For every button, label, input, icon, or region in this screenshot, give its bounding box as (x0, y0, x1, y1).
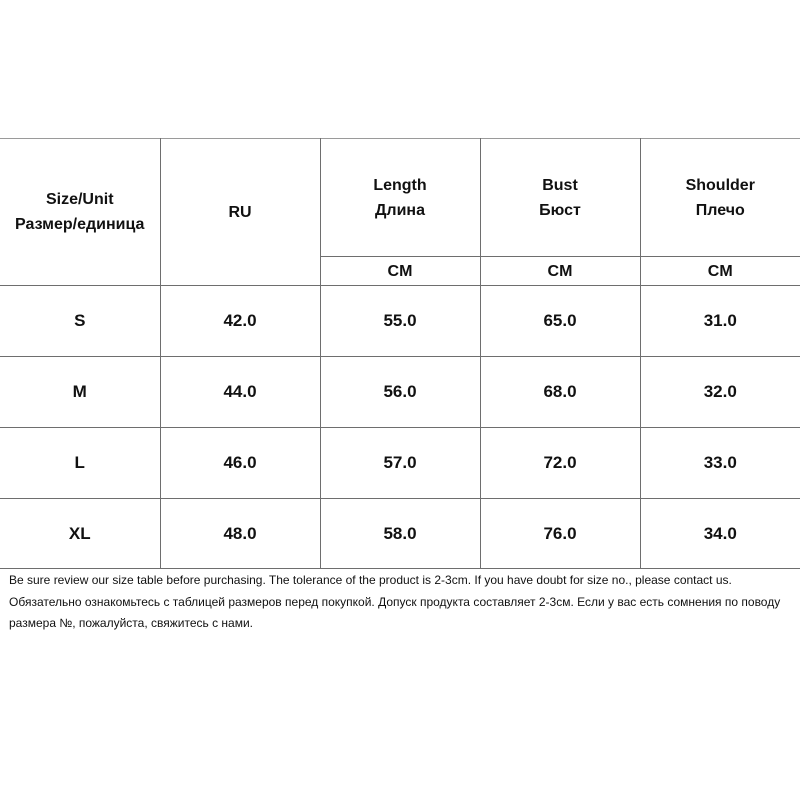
bust-cell: 76.0 (480, 499, 640, 569)
note-russian: Обязательно ознакомьтесь с таблицей размеров перед покупкой. Допуск продукта составляет 2-3см. Если у вас есть сомнения по поводу размера №, пожалуйста, свяжитесь с нами. (9, 594, 781, 630)
size-chart-table (0, 138, 800, 569)
table-row (0, 357, 800, 428)
header-length-ru: Длина (375, 201, 425, 219)
header-size-unit-ru: Размер/единица (15, 216, 145, 233)
shoulder-cell: 33.0 (640, 428, 800, 499)
header-bust-en: Bust (542, 176, 578, 194)
bust-cell: 65.0 (480, 286, 640, 357)
header-size-unit (0, 139, 160, 286)
size-cell: XL (0, 499, 160, 569)
header-bust-ru: Бюст (539, 201, 581, 219)
header-length-en: Length (373, 176, 427, 194)
header-row (0, 139, 800, 257)
header-shoulder (640, 139, 800, 257)
bust-unit: CM (480, 257, 640, 286)
header-ru: RU (160, 139, 320, 286)
size-cell: S (0, 286, 160, 357)
table-row (0, 428, 800, 499)
length-cell: 57.0 (320, 428, 480, 499)
ru-cell: 44.0 (160, 357, 320, 428)
ru-cell: 48.0 (160, 499, 320, 569)
length-cell: 55.0 (320, 286, 480, 357)
table-row (0, 286, 800, 357)
size-notes (9, 570, 794, 635)
shoulder-cell: 34.0 (640, 499, 800, 569)
header-length (320, 139, 480, 257)
header-shoulder-en: Shoulder (685, 176, 755, 194)
ru-cell: 42.0 (160, 286, 320, 357)
length-cell: 56.0 (320, 357, 480, 428)
header-bust (480, 139, 640, 257)
header-shoulder-ru: Плечо (695, 201, 745, 219)
shoulder-cell: 31.0 (640, 286, 800, 357)
shoulder-unit: CM (640, 257, 800, 286)
length-unit: CM (320, 257, 480, 286)
bust-cell: 72.0 (480, 428, 640, 499)
size-cell: L (0, 428, 160, 499)
shoulder-cell: 32.0 (640, 357, 800, 428)
table-row (0, 499, 800, 569)
bust-cell: 68.0 (480, 357, 640, 428)
header-size-unit-en: Size/Unit (45, 191, 114, 208)
note-english: Be sure review our size table before purchasing. The tolerance of the product is 2-3cm. If you have doubt for size no., please contact us. (9, 573, 732, 587)
ru-cell: 46.0 (160, 428, 320, 499)
length-cell: 58.0 (320, 499, 480, 569)
size-cell: M (0, 357, 160, 428)
